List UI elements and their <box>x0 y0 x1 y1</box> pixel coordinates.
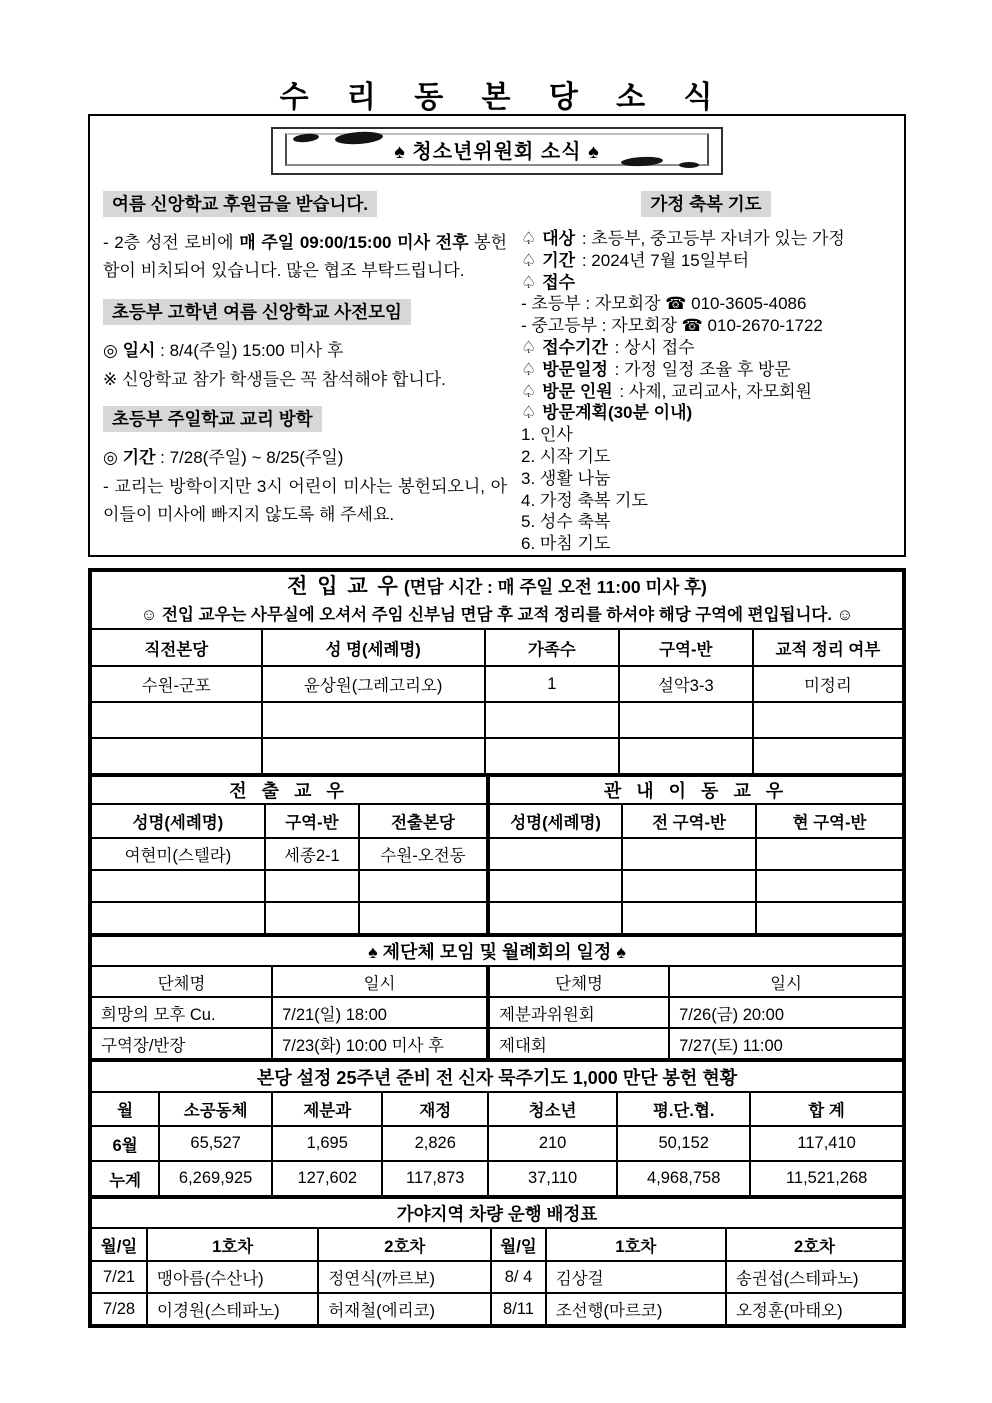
list-item: ♤ 기간 : 2024년 7월 15일부터 <box>521 250 750 270</box>
cell: 누계 <box>91 1161 159 1196</box>
table-title-row <box>91 1061 903 1092</box>
column-header: 1호차 <box>147 1228 318 1261</box>
cell: 127,602 <box>272 1161 382 1196</box>
column-header: 1호차 <box>546 1228 726 1261</box>
cell: 65,527 <box>159 1126 272 1161</box>
list-item: ♤ 접수기간 : 상시 접수 <box>521 337 695 357</box>
list-item: 3. 생활 나눔 <box>521 468 611 488</box>
transfer-out-title: 전 출 교 우 <box>91 776 488 804</box>
tables-box <box>88 568 906 1328</box>
heading-sunday-school-vacation: 초등부 주일학교 교리 방학 <box>103 406 322 432</box>
heading-family-blessing: 가정 축복 기도 <box>641 191 770 217</box>
youth-committee-header-frame <box>271 127 723 175</box>
list-item: ♤ 방문계획(30분 이내) <box>521 403 693 423</box>
column-header: 소공동체 <box>159 1092 272 1126</box>
cell <box>488 902 622 934</box>
table-row <box>91 1293 903 1325</box>
list-item: ♤ 방문 인원 : 사제, 교리교사, 자모회원 <box>521 381 812 401</box>
column-header: 월 <box>91 1092 159 1126</box>
column-header: 단체명 <box>488 966 669 997</box>
cell: 설악3-3 <box>619 666 753 702</box>
spade-outline-icon: ♤ <box>521 381 537 401</box>
cell: 송권섭(스테파노) <box>726 1261 903 1293</box>
cell: 7/23(화) 10:00 미사 후 <box>272 1028 488 1059</box>
spade-outline-icon: ♤ <box>521 403 537 423</box>
cell: 8/11 <box>491 1293 545 1325</box>
list-item: - 중고등부 : 자모회장 ☎ 010-2670-1722 <box>521 316 823 336</box>
column-header: 단체명 <box>91 966 272 997</box>
cell <box>622 870 756 902</box>
transfer-out-move-table <box>90 775 904 935</box>
table-row <box>91 666 903 702</box>
cell <box>91 870 265 902</box>
cell: 1 <box>485 666 619 702</box>
cell: 7/21 <box>91 1261 147 1293</box>
spade-outline-icon: ♤ <box>521 272 537 292</box>
cell <box>619 702 753 738</box>
cell: 8/ 4 <box>491 1261 545 1293</box>
cell: 117,410 <box>750 1126 903 1161</box>
vacation-period: ◎ 기간 : 7/28(주일) ~ 8/25(주일) <box>103 448 344 467</box>
table-header-row <box>91 804 903 838</box>
cell <box>91 702 262 738</box>
table-row <box>91 902 903 934</box>
transfer-in-title-line1: 전 입 교 우 (면담 시간 : 매 주일 오전 11:00 미사 후) <box>287 574 707 598</box>
cell: 맹아름(수산나) <box>147 1261 318 1293</box>
column-header: 2호차 <box>318 1228 491 1261</box>
family-blessing-heading-wrap <box>521 191 891 222</box>
table-header-row <box>91 1228 903 1261</box>
list-item: 1. 인사 <box>521 425 573 445</box>
cell: 제분과위원회 <box>488 997 669 1028</box>
column-header: 합 계 <box>750 1092 903 1126</box>
column-header: 직전본당 <box>91 629 262 666</box>
table-title-row <box>91 776 903 804</box>
cell <box>91 902 265 934</box>
youth-committee-box <box>88 114 906 557</box>
column-header: 가족수 <box>485 629 619 666</box>
table-title-row <box>91 936 903 966</box>
family-blessing-items <box>521 228 891 555</box>
scan-smudge <box>679 162 699 168</box>
youth-left-column <box>103 191 507 555</box>
column-header: 전출본당 <box>359 804 488 838</box>
cell: 7/28 <box>91 1293 147 1325</box>
cell: 7/21(일) 18:00 <box>272 997 488 1028</box>
internal-move-title: 관 내 이 동 교 우 <box>488 776 903 804</box>
cell: 오정훈(마태오) <box>726 1293 903 1325</box>
pre-meeting-note: ※ 신앙학교 참가 학생들은 꼭 참석해야 합니다. <box>103 370 446 389</box>
column-header: 일시 <box>272 966 488 997</box>
youth-columns <box>90 175 904 555</box>
cell: 허재철(에리코) <box>318 1293 491 1325</box>
cell: 수원-군포 <box>91 666 262 702</box>
cell <box>262 738 485 774</box>
cell: 윤상원(그레고리오) <box>262 666 485 702</box>
cell: 이경원(스테파노) <box>147 1293 318 1325</box>
cell <box>485 738 619 774</box>
cell <box>753 738 903 774</box>
shuttle-schedule-table <box>90 1197 904 1326</box>
cell: 구역장/반장 <box>91 1028 272 1059</box>
youth-committee-title: ♠ 청소년위원회 소식 ♠ <box>285 133 709 166</box>
table-row <box>91 1028 903 1059</box>
column-header: 평.단.협. <box>617 1092 750 1126</box>
list-item: ♤ 대상 : 초등부, 중고등부 자녀가 있는 가정 <box>521 229 845 248</box>
table-title-row <box>91 1198 903 1228</box>
column-header: 제분과 <box>272 1092 382 1126</box>
summer-school-fund-body: - 2층 성전 로비에 매 주일 09:00/15:00 미사 전후 봉헌함이 비치되어 있습니다. 많은 협조 부탁드립니다. <box>103 233 507 280</box>
cell <box>265 902 359 934</box>
cell: 6월 <box>91 1126 159 1161</box>
cell: 117,873 <box>382 1161 488 1196</box>
heading-pre-meeting: 초등부 고학년 여름 신앙학교 사전모임 <box>103 299 411 325</box>
list-item: - 초등부 : 자모회장 ☎ 010-3605-4086 <box>521 294 807 314</box>
list-item: ♤ 접수 <box>521 272 576 292</box>
column-header: 성명(세례명) <box>91 804 265 838</box>
rosary-offering-table <box>90 1060 904 1197</box>
transfer-in-title <box>91 571 903 629</box>
column-header: 2호차 <box>726 1228 903 1261</box>
rosary-title: 본당 설정 25주년 준비 전 신자 묵주기도 1,000 만단 봉헌 현황 <box>91 1061 903 1092</box>
table-row <box>91 1261 903 1293</box>
column-header: 재정 <box>382 1092 488 1126</box>
cell: 희망의 모후 Cu. <box>91 997 272 1028</box>
cell: 1,695 <box>272 1126 382 1161</box>
table-title-row <box>91 571 903 629</box>
cell: 7/27(토) 11:00 <box>669 1028 903 1059</box>
cell <box>265 870 359 902</box>
group-meetings-title: ♠ 제단체 모임 및 월례회의 일정 ♠ <box>91 936 903 966</box>
cell <box>359 902 488 934</box>
column-header: 성 명(세례명) <box>262 629 485 666</box>
cell: 50,152 <box>617 1126 750 1161</box>
cell: 제대회 <box>488 1028 669 1059</box>
table-row <box>91 838 903 870</box>
cell: 조선행(마르코) <box>546 1293 726 1325</box>
cell <box>756 870 903 902</box>
list-item: 5. 성수 축복 <box>521 512 611 532</box>
column-header: 구역-반 <box>619 629 753 666</box>
table-row <box>91 702 903 738</box>
column-header: 현 구역-반 <box>756 804 903 838</box>
cell: 세종2-1 <box>265 838 359 870</box>
list-item: 4. 가정 축복 기도 <box>521 490 648 510</box>
column-header: 청소년 <box>488 1092 617 1126</box>
cell <box>485 702 619 738</box>
cell: 김상걸 <box>546 1261 726 1293</box>
cell: 210 <box>488 1126 617 1161</box>
table-header-row <box>91 1092 903 1126</box>
cell: 2,826 <box>382 1126 488 1161</box>
cell <box>622 838 756 870</box>
cell: 6,269,925 <box>159 1161 272 1196</box>
cell <box>262 702 485 738</box>
cell <box>756 838 903 870</box>
cell <box>753 702 903 738</box>
table-header-row <box>91 966 903 997</box>
cell <box>488 870 622 902</box>
list-item: 6. 마침 기도 <box>521 534 611 554</box>
table-row <box>91 738 903 774</box>
table-row <box>91 997 903 1028</box>
shuttle-title: 가야지역 차량 운행 배정표 <box>91 1198 903 1228</box>
column-header: 교적 정리 여부 <box>753 629 903 666</box>
cell: 7/26(금) 20:00 <box>669 997 903 1028</box>
youth-right-column <box>521 191 891 555</box>
page-title: 수 리 동 본 당 소 식 <box>279 81 728 114</box>
spade-outline-icon: ♤ <box>521 229 537 248</box>
cell <box>91 738 262 774</box>
cell <box>622 902 756 934</box>
spade-outline-icon: ♤ <box>521 250 537 270</box>
cell: 11,521,268 <box>750 1161 903 1196</box>
cell: 4,968,758 <box>617 1161 750 1196</box>
list-item: 2. 시작 기도 <box>521 446 611 466</box>
transfer-in-title-line2: ☺ 전입 교우는 사무실에 오셔서 주임 신부님 면담 후 교적 정리를 하셔야 해당 구역에 편입됩니다. ☺ <box>140 605 854 624</box>
cell: 37,110 <box>488 1161 617 1196</box>
spade-outline-icon: ♤ <box>521 359 537 379</box>
column-header: 구역-반 <box>265 804 359 838</box>
column-header: 일시 <box>669 966 903 997</box>
cell <box>756 902 903 934</box>
cell: 여현미(스텔라) <box>91 838 265 870</box>
table-row <box>91 1126 903 1161</box>
cell <box>619 738 753 774</box>
pre-meeting-datetime: ◎ 일시 : 8/4(주일) 15:00 미사 후 <box>103 341 344 360</box>
transfer-in-table <box>90 570 904 775</box>
table-header-row <box>91 629 903 666</box>
column-header: 월/일 <box>91 1228 147 1261</box>
list-item: ♤ 방문일정 : 가정 일정 조율 후 방문 <box>521 359 791 379</box>
column-header: 전 구역-반 <box>622 804 756 838</box>
cell: 미정리 <box>753 666 903 702</box>
cell: 수원-오전동 <box>359 838 488 870</box>
vacation-note: - 교리는 방학이지만 3시 어린이 미사는 봉헌되오니, 아이들이 미사에 빠지지 않도록 해 주세요. <box>103 477 507 524</box>
spade-outline-icon: ♤ <box>521 337 537 357</box>
column-header: 월/일 <box>491 1228 545 1261</box>
group-meetings-table <box>90 935 904 1060</box>
cell <box>359 870 488 902</box>
column-header: 성명(세례명) <box>488 804 622 838</box>
cell <box>488 838 622 870</box>
cell: 정연식(까르보) <box>318 1261 491 1293</box>
heading-summer-school-fund: 여름 신앙학교 후원금을 받습니다. <box>103 191 377 217</box>
table-row <box>91 1161 903 1196</box>
table-row <box>91 870 903 902</box>
